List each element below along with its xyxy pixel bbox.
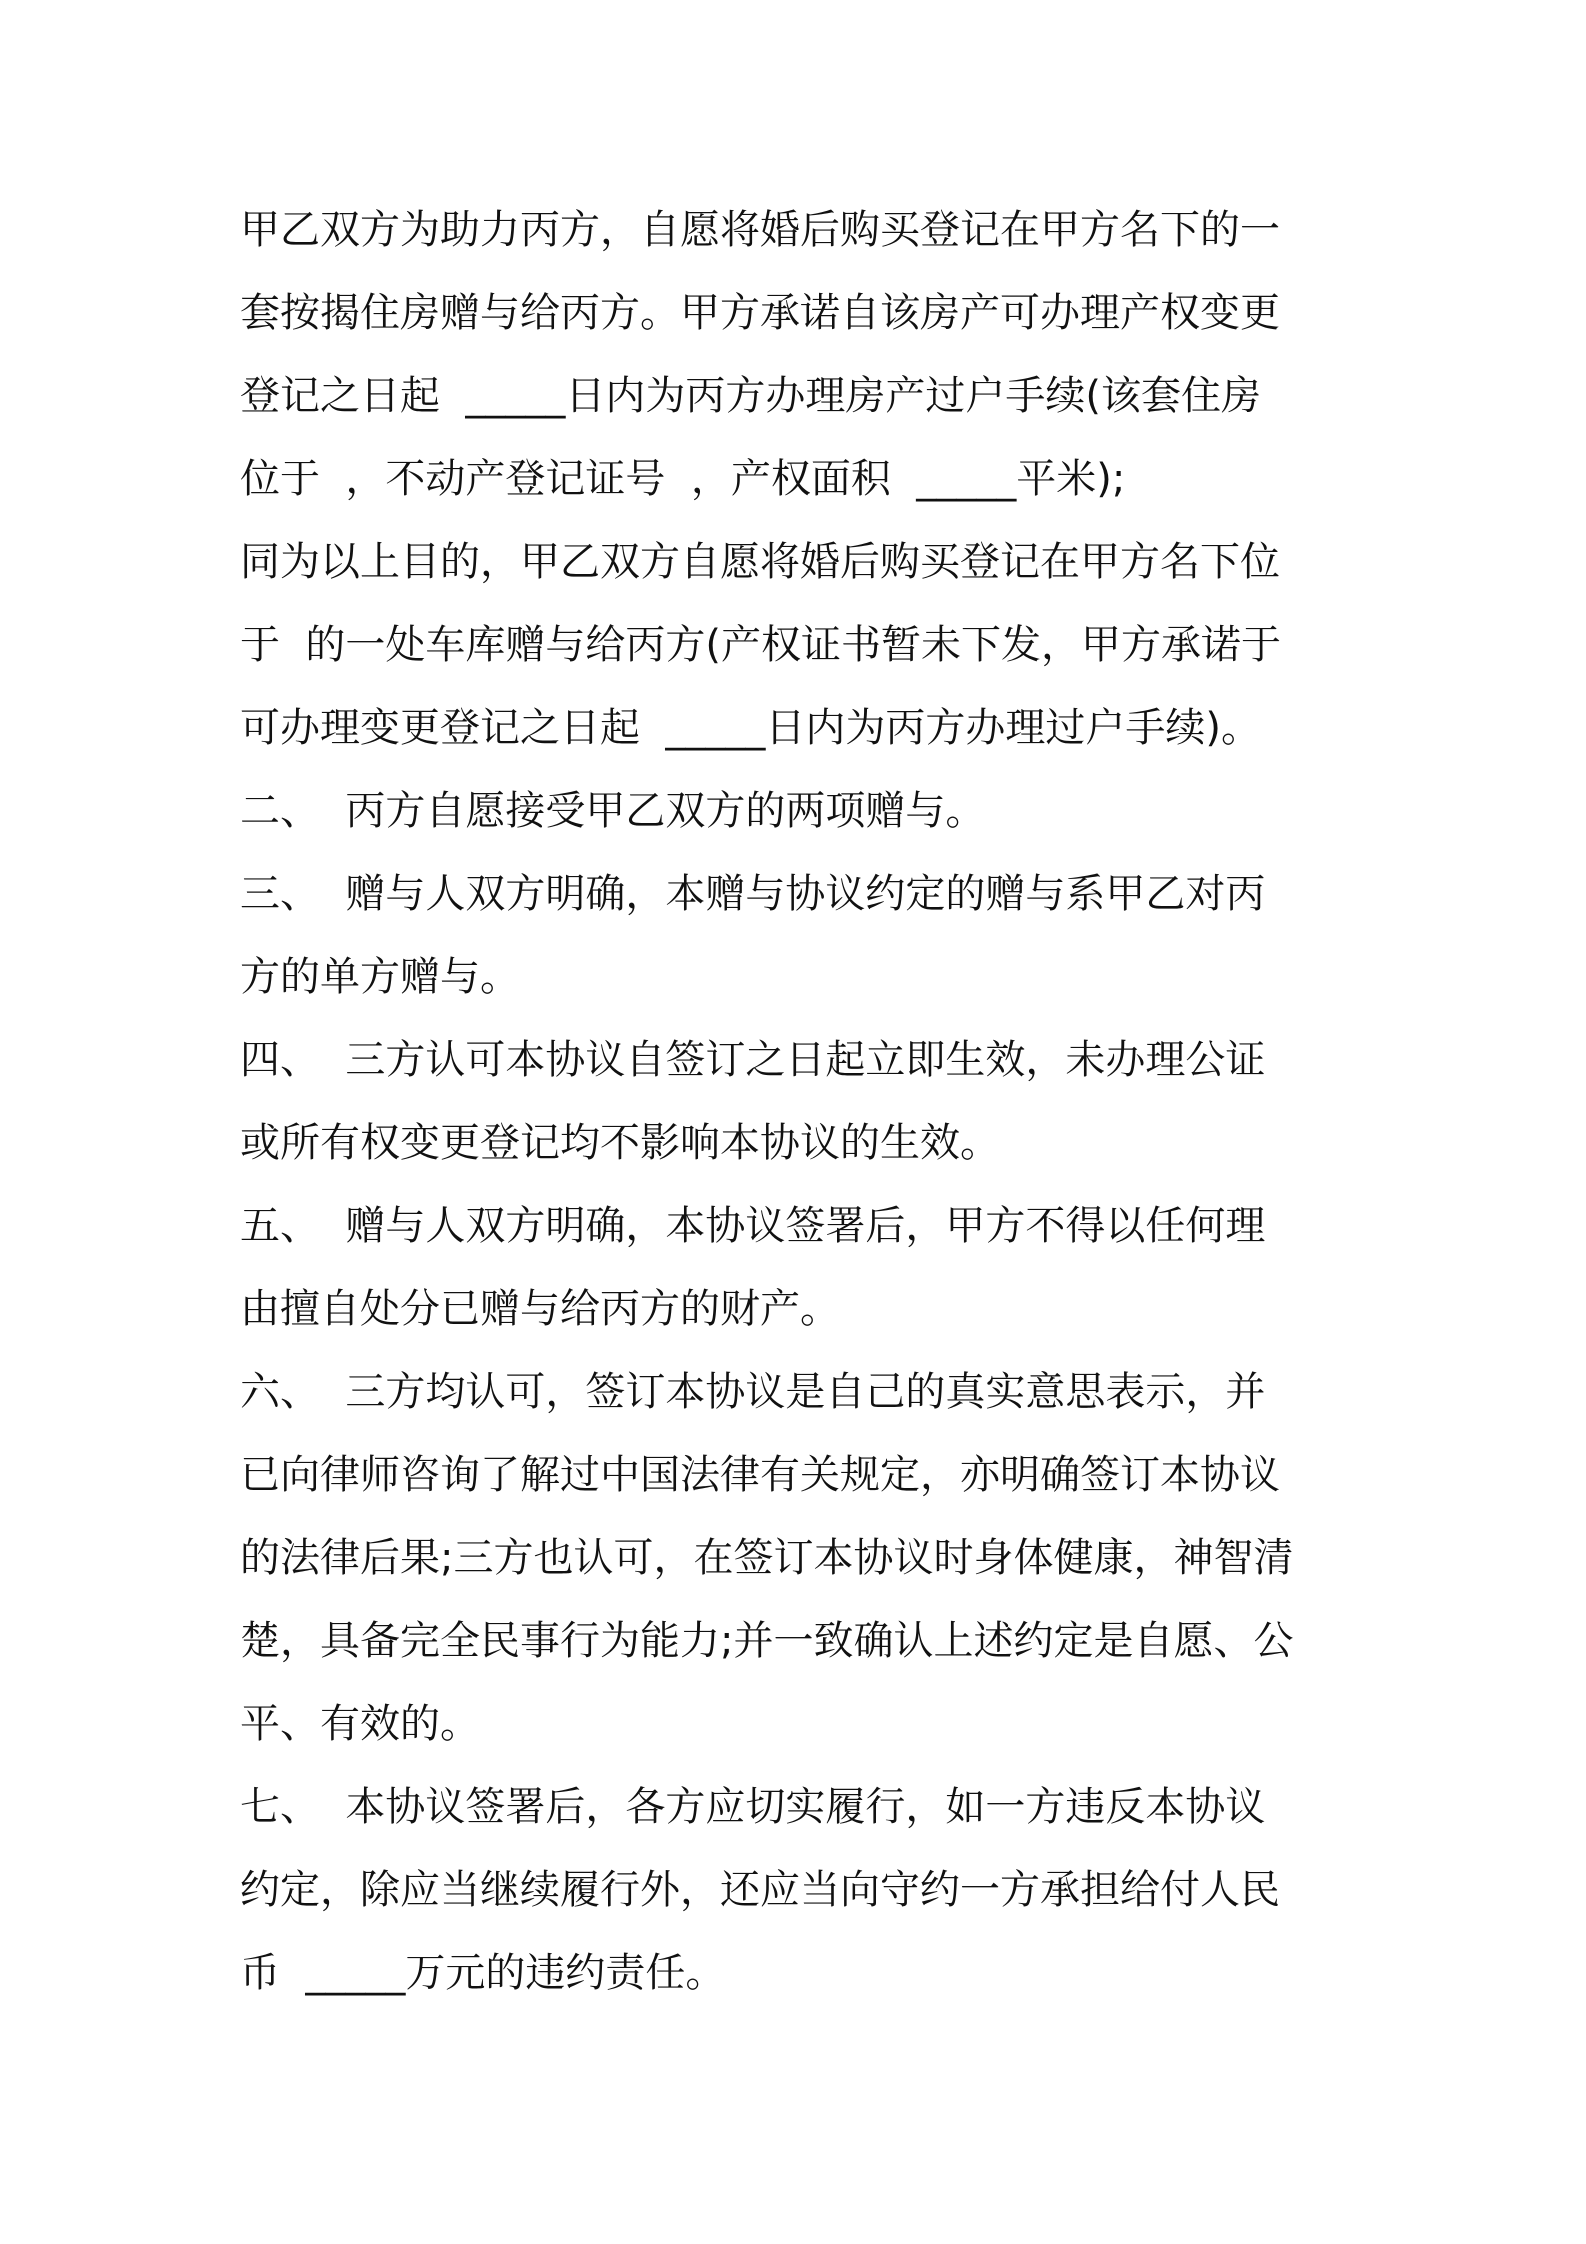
text-line: 由擅自处分已赠与给丙方的财产。: [240, 1286, 840, 1332]
text-line: 二、 丙方自愿接受甲乙双方的两项赠与。: [240, 788, 986, 834]
text-line: 三、 赠与人双方明确，本赠与协议约定的赠与系甲乙对丙: [240, 871, 1266, 917]
text-line: 套按揭住房赠与给丙方。甲方承诺自该房产可办理产权变更: [240, 290, 1280, 336]
text-line: 位于 ，不动产登记证号 ，产权面积 _____平米);: [240, 456, 1126, 502]
text-line: 币 _____万元的违约责任。: [240, 1950, 726, 1996]
text-line: 四、 三方认可本协议自签订之日起立即生效，未办理公证: [240, 1037, 1266, 1083]
text-line: 平、有效的。: [240, 1701, 480, 1747]
text-line: 约定，除应当继续履行外，还应当向守约一方承担给付人民: [240, 1867, 1280, 1913]
text-line: 七、 本协议签署后，各方应切实履行，如一方违反本协议: [240, 1784, 1266, 1830]
text-line: 可办理变更登记之日起 _____日内为丙方办理过户手续)。: [240, 705, 1262, 751]
text-line: 五、 赠与人双方明确，本协议签署后，甲方不得以任何理: [240, 1203, 1266, 1249]
text-line: 方的单方赠与。: [240, 954, 520, 1000]
text-line: 已向律师咨询了解过中国法律有关规定，亦明确签订本协议: [240, 1452, 1280, 1498]
text-line: 于 的一处车库赠与给丙方(产权证书暂未下发，甲方承诺于: [240, 622, 1282, 668]
text-line: 的法律后果;三方也认可，在签订本协议时身体健康，神智清: [240, 1535, 1294, 1581]
text-line: 甲乙双方为助力丙方，自愿将婚后购买登记在甲方名下的一: [240, 207, 1280, 253]
text-line: 登记之日起 _____日内为丙方办理房产过户手续(该套住房: [240, 373, 1262, 419]
text-line: 同为以上目的，甲乙双方自愿将婚后购买登记在甲方名下位: [240, 539, 1280, 585]
text-line: 六、 三方均认可，签订本协议是自己的真实意思表示，并: [240, 1369, 1266, 1415]
text-line: 或所有权变更登记均不影响本协议的生效。: [240, 1120, 1000, 1166]
text-line: 楚，具备完全民事行为能力;并一致确认上述约定是自愿、公: [240, 1618, 1294, 1664]
